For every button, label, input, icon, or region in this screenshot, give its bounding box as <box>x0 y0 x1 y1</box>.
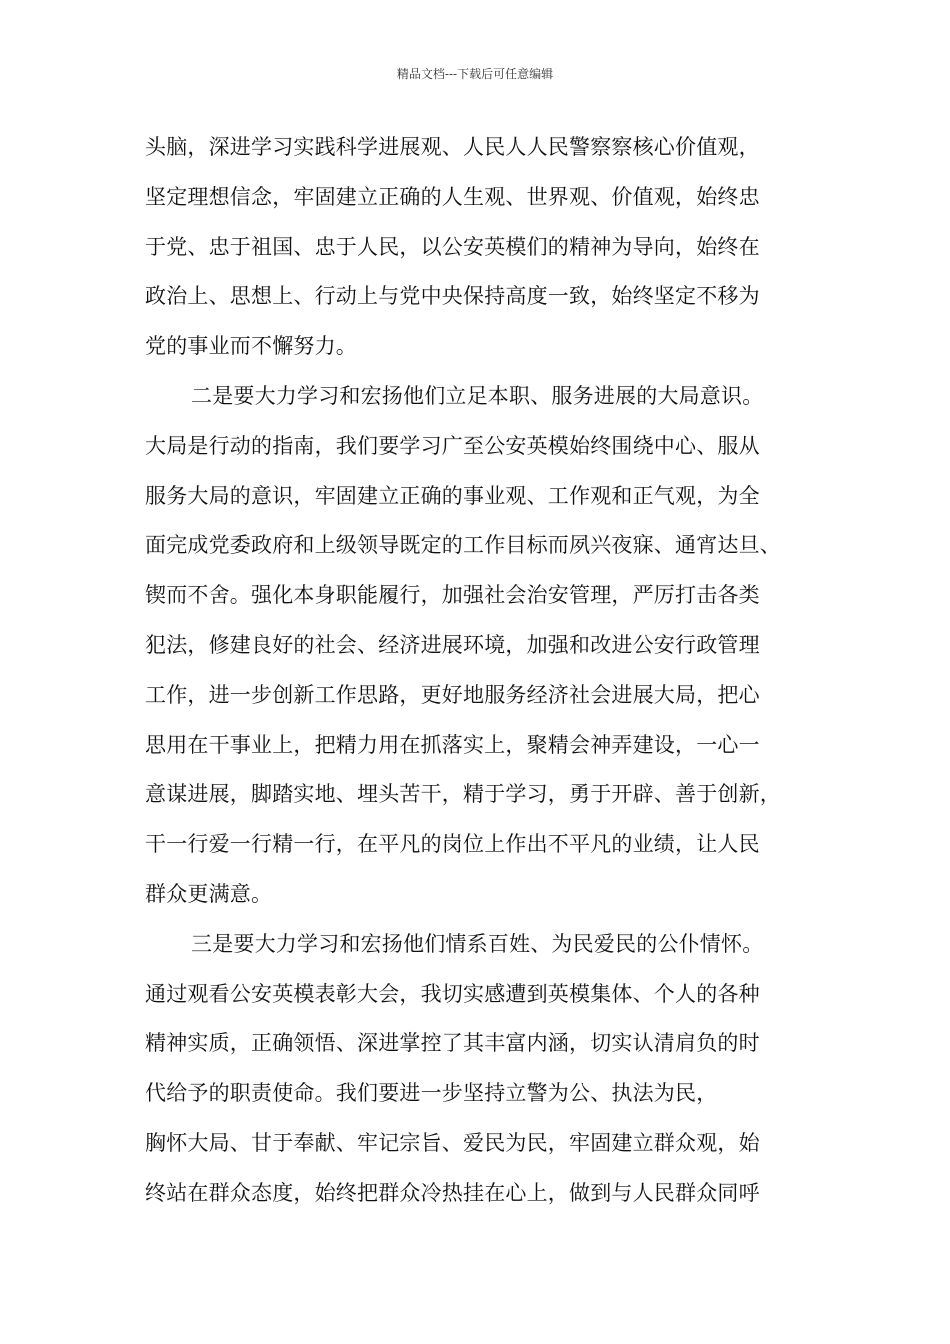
paragraph-start-line: 二是要大力学习和宏扬他们立足本职、服务进展的大局意识。 <box>191 383 764 408</box>
text-line: 面完成党委政府和上级领导既定的工作目标而夙兴夜寐、通宵达旦、 <box>145 533 781 558</box>
text-line: 意谋进展，脚踏实地、埋头苦干，精于学习，勇于开辟、善于创新， <box>145 782 781 807</box>
text-line: 锲而不舍。强化本身职能履行，加强社会治安管理，严厉打击各类 <box>145 583 760 608</box>
document-body <box>145 128 815 1224</box>
text-line: 犯法，修建良好的社会、经济进展环境，加强和改进公安行政管理 <box>145 632 760 657</box>
text-line: 服务大局的意识，牢固建立正确的事业观、工作观和正气观，为全 <box>145 483 760 508</box>
text-line: 干一行爱一行精一行，在平凡的岗位上作出不平凡的业绩，让人民 <box>145 832 760 857</box>
paragraph-start-line: 三是要大力学习和宏扬他们情系百姓、为民爱民的公仆情怀。 <box>191 931 764 956</box>
text-line: 工作，进一步创新工作思路，更好地服务经济社会进展大局，把心 <box>145 682 760 707</box>
text-line: 代给予的职责使命。我们要进一步坚持立警为公、执法为民， <box>145 1081 718 1106</box>
text-line: 头脑，深进学习实践科学进展观、人民人人民警察察核心价值观， <box>145 135 760 159</box>
text-line: 思用在干事业上，把精力用在抓落实上，聚精会神弄建设，一心一 <box>145 732 760 757</box>
text-line: 通过观看公安英模表彰大会，我切实感遭到英模集体、个人的各种 <box>145 981 760 1006</box>
text-line: 大局是行动的指南，我们要学习广至公安英模始终围绕中心、服从 <box>145 433 760 458</box>
text-line: 终站在群众态度，始终把群众冷热挂在心上，做到与人民群众同呼 <box>145 1180 760 1205</box>
text-line: 坚定理想信念，牢固建立正确的人生观、世界观、价值观，始终忠 <box>145 184 760 209</box>
text-line: 群众更满意。 <box>145 881 273 906</box>
text-line: 精神实质，正确领悟、深进掌控了其丰富内涵，切实认清肩负的时 <box>145 1031 760 1056</box>
text-line: 政治上、思想上、行动上与党中央保持高度一致，始终坚定不移为 <box>145 284 760 309</box>
text-line: 于党、忠于祖国、忠于人民，以公安英模们的精神为导向，始终在 <box>145 234 760 259</box>
page-header: 精品文档---下载后可任意编辑 <box>396 67 554 81</box>
text-line: 胸怀大局、甘于奉献、牢记宗旨、爱民为民，牢固建立群众观，始 <box>145 1130 760 1155</box>
text-line: 党的事业而不懈努力。 <box>145 334 357 359</box>
